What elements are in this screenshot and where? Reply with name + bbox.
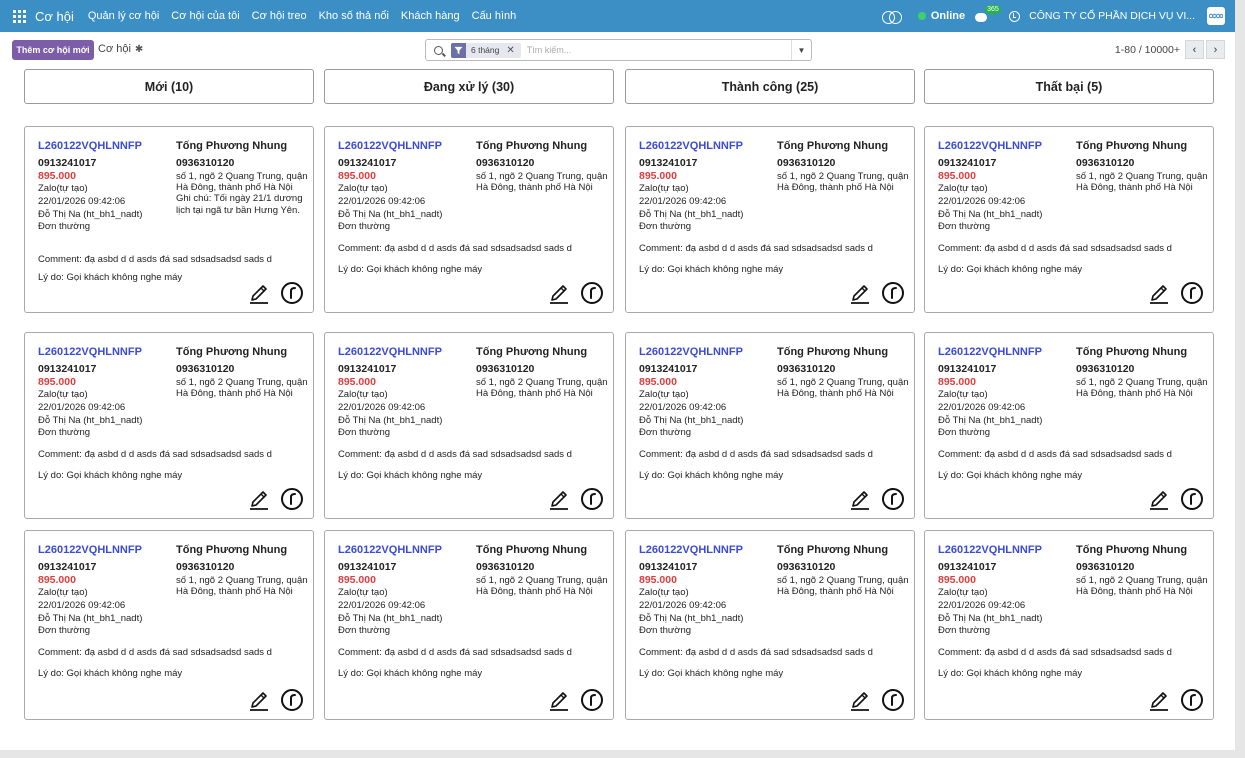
card-comment: Comment: đạ asbd d d asds đá sad sdsadsadsd sads d (639, 243, 873, 254)
amount: 895.000 (639, 574, 677, 586)
assigned-staff: Đỗ Thị Na (ht_bh1_nadt) (338, 208, 443, 220)
created-datetime: 22/01/2026 09:42:06 (639, 599, 727, 611)
amount: 895.000 (938, 574, 976, 586)
card-comment: Comment: đạ asbd d d asds đá sad sdsadsadsd sads d (338, 449, 572, 460)
card-left-info (639, 346, 771, 440)
assigned-staff: Đỗ Thị Na (ht_bh1_nadt) (639, 414, 744, 426)
search-options-toggle[interactable] (791, 40, 811, 60)
company-switcher[interactable]: CÔNG TY CỔ PHẦN DỊCH VỤ VI... (1029, 10, 1195, 22)
opportunity-card[interactable] (324, 126, 614, 313)
customer-phone: 0936310120 (176, 157, 235, 169)
history-icon[interactable] (1180, 688, 1204, 712)
card-right-info (176, 544, 311, 597)
amount: 895.000 (639, 376, 677, 388)
column-header[interactable]: Thất bại (5) (924, 69, 1214, 104)
apps-menu-icon[interactable] (13, 10, 26, 23)
order-type: Đơn thường (38, 427, 91, 439)
opportunity-code[interactable]: L260122VQHLNNFP (338, 544, 442, 556)
pencil-icon[interactable] (1148, 283, 1170, 305)
opportunity-code[interactable]: L260122VQHLNNFP (639, 544, 743, 556)
primary-phone: 0913241017 (938, 363, 997, 375)
pencil-icon[interactable] (248, 690, 270, 712)
customer-address: số 1, ngõ 2 Quang Trung, quận Hà Đông, thành phố Hà Nội (777, 377, 909, 399)
primary-phone: 0913241017 (938, 157, 997, 169)
customer-name: Tống Phương Nhung (476, 140, 588, 152)
customer-name: Tống Phương Nhung (1076, 544, 1188, 556)
customer-name: Tống Phương Nhung (777, 544, 889, 556)
assigned-staff: Đỗ Thị Na (ht_bh1_nadt) (38, 208, 143, 220)
customer-phone: 0936310120 (176, 363, 235, 375)
opportunity-code[interactable]: L260122VQHLNNFP (639, 346, 743, 358)
opportunity-card[interactable] (924, 530, 1214, 720)
history-icon[interactable] (580, 281, 604, 305)
switch-company-icon[interactable] (882, 11, 900, 22)
primary-phone: 0913241017 (338, 561, 397, 573)
assigned-staff: Đỗ Thị Na (ht_bh1_nadt) (938, 612, 1043, 624)
card-comment: Comment: đạ asbd d d asds đá sad sdsadsadsd sads d (938, 647, 1172, 658)
chat-icon[interactable] (975, 5, 999, 22)
search-bar (425, 39, 812, 61)
card-left-info (639, 544, 771, 638)
primary-phone: 0913241017 (38, 363, 97, 375)
pencil-icon[interactable] (849, 690, 871, 712)
source: Zalo(tự tạo) (639, 587, 689, 598)
source: Zalo(tự tạo) (38, 183, 88, 194)
gear-icon[interactable]: ✱ (134, 43, 144, 55)
opportunity-card[interactable] (625, 530, 915, 720)
history-icon[interactable] (280, 487, 304, 511)
order-type: Đơn thường (639, 427, 692, 439)
card-left-info (38, 346, 170, 440)
created-datetime: 22/01/2026 09:42:06 (338, 599, 426, 611)
pencil-icon[interactable] (849, 489, 871, 511)
opportunity-code[interactable]: L260122VQHLNNFP (38, 346, 142, 358)
source: Zalo(tự tạo) (639, 183, 689, 194)
created-datetime: 22/01/2026 09:42:06 (38, 195, 126, 207)
order-type: Đơn thường (338, 625, 391, 637)
amount: 895.000 (38, 574, 76, 586)
card-left-info (938, 544, 1070, 638)
amount: 895.000 (38, 170, 76, 182)
main-menu (88, 10, 528, 22)
opportunity-code[interactable]: L260122VQHLNNFP (639, 140, 743, 152)
order-type: Đơn thường (639, 625, 692, 637)
customer-address: số 1, ngõ 2 Quang Trung, quận Hà Đông, thành phố Hà Nội (476, 377, 608, 399)
opportunity-code[interactable]: L260122VQHLNNFP (38, 140, 142, 152)
assigned-staff: Đỗ Thị Na (ht_bh1_nadt) (639, 208, 744, 220)
primary-phone: 0913241017 (338, 157, 397, 169)
order-type: Đơn thường (338, 221, 391, 233)
menu-item-cau-hinh[interactable]: Cấu hình (471, 10, 517, 22)
card-comment: Comment: đạ asbd d d asds đá sad sdsadsadsd sads d (338, 647, 572, 658)
customer-address: số 1, ngõ 2 Quang Trung, quận Hà Đông, thành phố Hà Nội (1076, 171, 1208, 193)
customer-address: số 1, ngõ 2 Quang Trung, quận Hà Đông, thành phố Hà Nội (176, 575, 308, 597)
customer-address: số 1, ngõ 2 Quang Trung, quận Hà Đông, thành phố Hà Nội (1076, 575, 1208, 597)
history-icon[interactable] (1180, 281, 1204, 305)
card-reason: Lý do: Gọi khách không nghe máy (338, 668, 483, 679)
search-input[interactable] (527, 45, 777, 55)
customer-phone: 0936310120 (1076, 157, 1135, 169)
customer-name: Tống Phương Nhung (176, 140, 288, 152)
customer-phone: 0936310120 (777, 363, 836, 375)
opportunity-card[interactable] (24, 332, 314, 519)
opportunity-card[interactable] (324, 530, 614, 720)
customer-address: số 1, ngõ 2 Quang Trung, quận Hà Đông, thành phố Hà Nội (476, 575, 608, 597)
user-avatar[interactable] (1207, 7, 1225, 25)
customer-phone: 0936310120 (1076, 561, 1135, 573)
chevron-right-icon: › (1213, 43, 1218, 56)
kanban-column (324, 69, 614, 679)
customer-phone: 0936310120 (1076, 363, 1135, 375)
order-type: Đơn thường (639, 221, 692, 233)
card-left-info (338, 544, 470, 638)
opportunity-card[interactable] (324, 332, 614, 519)
filter-icon (451, 43, 466, 58)
card-left-info (639, 140, 771, 234)
opportunity-code[interactable]: L260122VQHLNNFP (338, 140, 442, 152)
assigned-staff: Đỗ Thị Na (ht_bh1_nadt) (338, 414, 443, 426)
column-header[interactable]: Thành công (25) (625, 69, 915, 104)
card-reason: Lý do: Gọi khách không nghe máy (338, 264, 483, 275)
created-datetime: 22/01/2026 09:42:06 (38, 599, 126, 611)
card-left-info (938, 140, 1070, 234)
menu-item-kho-so-tha-noi[interactable]: Kho số thả nổi (318, 10, 389, 22)
card-reason: Lý do: Gọi khách không nghe máy (38, 668, 183, 679)
created-datetime: 22/01/2026 09:42:06 (639, 401, 727, 413)
online-status-icon (918, 12, 926, 20)
pencil-icon[interactable] (248, 283, 270, 305)
column-header[interactable]: Đang xử lý (30) (324, 69, 614, 104)
primary-phone: 0913241017 (639, 561, 698, 573)
card-reason: Lý do: Gọi khách không nghe máy (639, 668, 784, 679)
card-reason: Lý do: Gọi khách không nghe máy (38, 272, 183, 283)
customer-name: Tống Phương Nhung (777, 346, 889, 358)
customer-address: số 1, ngõ 2 Quang Trung, quận Hà Đông, thành phố Hà Nội (476, 171, 608, 193)
card-comment: Comment: đạ asbd d d asds đá sad sdsadsadsd sads d (639, 449, 873, 460)
customer-phone: 0936310120 (176, 561, 235, 573)
customer-address: số 1, ngõ 2 Quang Trung, quận Hà Đông, thành phố Hà Nội (176, 377, 308, 399)
card-right-info (777, 140, 912, 193)
card-reason: Lý do: Gọi khách không nghe máy (639, 264, 784, 275)
pencil-icon[interactable] (548, 489, 570, 511)
activity-clock-icon[interactable] (1009, 11, 1020, 22)
facet-close-icon[interactable]: ✕ (506, 44, 515, 56)
order-type: Đơn thường (938, 427, 991, 439)
customer-phone: 0936310120 (476, 157, 535, 169)
created-datetime: 22/01/2026 09:42:06 (38, 401, 126, 413)
opportunity-card[interactable] (24, 530, 314, 720)
customer-note: Ghi chú: Tối ngày 21/1 dương lịch tại ngã tư bần Hưng Yên. (176, 193, 303, 216)
customer-phone: 0936310120 (777, 157, 836, 169)
pencil-icon[interactable] (548, 690, 570, 712)
opportunity-code[interactable]: L260122VQHLNNFP (938, 346, 1042, 358)
pencil-icon[interactable] (548, 283, 570, 305)
kanban-column (924, 69, 1214, 679)
assigned-staff: Đỗ Thị Na (ht_bh1_nadt) (338, 612, 443, 624)
amount: 895.000 (938, 170, 976, 182)
card-right-info (176, 140, 311, 216)
facet-value: 6 tháng (471, 45, 500, 55)
history-icon[interactable] (881, 281, 905, 305)
opportunity-code[interactable]: L260122VQHLNNFP (938, 140, 1042, 152)
customer-name: Tống Phương Nhung (176, 544, 288, 556)
navbar-systray (882, 0, 1235, 32)
primary-phone: 0913241017 (338, 363, 397, 375)
opportunity-card[interactable] (625, 126, 915, 313)
card-right-info (176, 346, 311, 399)
card-right-info (1076, 140, 1211, 193)
card-comment: Comment: đạ asbd d d asds đá sad sdsadsadsd sads d (938, 449, 1172, 460)
source: Zalo(tự tạo) (639, 389, 689, 400)
top-navbar (0, 0, 1235, 32)
amount: 895.000 (38, 376, 76, 388)
customer-address: số 1, ngõ 2 Quang Trung, quận Hà Đông, thành phố Hà Nội (777, 575, 909, 597)
opportunity-code[interactable]: L260122VQHLNNFP (938, 544, 1042, 556)
primary-phone: 0913241017 (38, 561, 97, 573)
card-reason: Lý do: Gọi khách không nghe máy (338, 470, 483, 481)
order-type: Đơn thường (938, 221, 991, 233)
source: Zalo(tự tạo) (938, 587, 988, 598)
card-comment: Comment: đạ asbd d d asds đá sad sdsadsadsd sads d (639, 647, 873, 658)
history-icon[interactable] (580, 688, 604, 712)
primary-phone: 0913241017 (38, 157, 97, 169)
new-opportunity-button[interactable]: Thêm cơ hội mới (12, 40, 94, 60)
created-datetime: 22/01/2026 09:42:06 (938, 401, 1026, 413)
menu-item-co-hoi-treo[interactable]: Cơ hội treo (251, 10, 307, 22)
order-type: Đơn thường (338, 427, 391, 439)
pager-value[interactable]: 1-80 / 10000+ (1114, 43, 1180, 56)
caret-down-icon: ▼ (797, 45, 806, 55)
opportunity-code[interactable]: L260122VQHLNNFP (338, 346, 442, 358)
opportunity-card[interactable] (24, 126, 314, 313)
customer-phone: 0936310120 (777, 561, 836, 573)
customer-name: Tống Phương Nhung (1076, 346, 1188, 358)
kanban-column (625, 69, 915, 679)
app-brand[interactable]: Cơ hội (35, 8, 74, 24)
history-icon[interactable] (1180, 487, 1204, 511)
history-icon[interactable] (881, 487, 905, 511)
customer-address: số 1, ngõ 2 Quang Trung, quận Hà Đông, thành phố Hà Nội (1076, 377, 1208, 399)
pager-previous-button[interactable] (1185, 40, 1204, 59)
card-comment: Comment: đạ asbd d d asds đá sad sdsadsadsd sads d (938, 243, 1172, 254)
card-right-info (476, 346, 611, 399)
card-reason: Lý do: Gọi khách không nghe máy (38, 470, 183, 481)
pencil-icon[interactable] (849, 283, 871, 305)
pencil-icon[interactable] (1148, 690, 1170, 712)
card-comment: Comment: đạ asbd d d asds đá sad sdsadsadsd sads d (38, 449, 272, 460)
odoo-logo-icon (1209, 13, 1223, 19)
card-comment: Comment: đạ asbd d d asds đá sad sdsadsadsd sads d (38, 254, 272, 265)
card-left-info (338, 346, 470, 440)
online-status-label[interactable]: Online (930, 10, 966, 22)
source: Zalo(tự tạo) (38, 389, 88, 400)
order-type: Đơn thường (38, 625, 91, 637)
card-right-info (476, 140, 611, 193)
card-right-info (777, 544, 912, 597)
menu-item-khach-hang[interactable]: Khách hàng (400, 10, 460, 22)
assigned-staff: Đỗ Thị Na (ht_bh1_nadt) (938, 414, 1043, 426)
customer-phone: 0936310120 (476, 363, 535, 375)
customer-address: số 1, ngõ 2 Quang Trung, quận Hà Đông, thành phố Hà Nội (176, 171, 308, 193)
card-left-info (938, 346, 1070, 440)
menu-item-co-hoi-cua-toi[interactable]: Cơ hội của tôi (171, 10, 240, 22)
card-comment: Comment: đạ asbd d d asds đá sad sdsadsadsd sads d (38, 647, 272, 658)
card-right-info (1076, 544, 1211, 597)
customer-name: Tống Phương Nhung (176, 346, 288, 358)
created-datetime: 22/01/2026 09:42:06 (938, 599, 1026, 611)
card-reason: Lý do: Gọi khách không nghe máy (938, 470, 1083, 481)
amount: 895.000 (938, 376, 976, 388)
column-header[interactable]: Mới (10) (24, 69, 314, 104)
primary-phone: 0913241017 (938, 561, 997, 573)
card-reason: Lý do: Gọi khách không nghe máy (938, 668, 1083, 679)
source: Zalo(tự tạo) (338, 587, 388, 598)
menu-item-quan-ly-co-hoi[interactable]: Quản lý cơ hội (87, 10, 160, 22)
order-type: Đơn thường (938, 625, 991, 637)
search-facet (451, 43, 521, 58)
customer-phone: 0936310120 (476, 561, 535, 573)
card-reason: Lý do: Gọi khách không nghe máy (639, 470, 784, 481)
history-icon[interactable] (280, 688, 304, 712)
created-datetime: 22/01/2026 09:42:06 (639, 195, 727, 207)
pager (1115, 40, 1225, 59)
customer-name: Tống Phương Nhung (777, 140, 889, 152)
history-icon[interactable] (881, 688, 905, 712)
amount: 895.000 (338, 170, 376, 182)
primary-phone: 0913241017 (639, 363, 698, 375)
primary-phone: 0913241017 (639, 157, 698, 169)
opportunity-code[interactable]: L260122VQHLNNFP (38, 544, 142, 556)
card-left-info (38, 544, 170, 638)
source: Zalo(tự tạo) (938, 183, 988, 194)
amount: 895.000 (338, 376, 376, 388)
card-left-info (338, 140, 470, 234)
search-icon[interactable] (434, 46, 443, 55)
customer-name: Tống Phương Nhung (476, 544, 588, 556)
created-datetime: 22/01/2026 09:42:06 (338, 401, 426, 413)
history-icon[interactable] (580, 487, 604, 511)
card-right-info (476, 544, 611, 597)
card-comment: Comment: đạ asbd d d asds đá sad sdsadsadsd sads d (338, 243, 572, 254)
created-datetime: 22/01/2026 09:42:06 (938, 195, 1026, 207)
customer-name: Tống Phương Nhung (476, 346, 588, 358)
history-icon[interactable] (280, 281, 304, 305)
source: Zalo(tự tạo) (338, 183, 388, 194)
card-right-info (1076, 346, 1211, 399)
opportunity-card[interactable] (924, 332, 1214, 519)
created-datetime: 22/01/2026 09:42:06 (338, 195, 426, 207)
source: Zalo(tự tạo) (38, 587, 88, 598)
assigned-staff: Đỗ Thị Na (ht_bh1_nadt) (38, 612, 143, 624)
assigned-staff: Đỗ Thị Na (ht_bh1_nadt) (938, 208, 1043, 220)
breadcrumb-current: Cơ hội (98, 43, 131, 55)
source: Zalo(tự tạo) (938, 389, 988, 400)
kanban-column (24, 69, 314, 679)
amount: 895.000 (639, 170, 677, 182)
customer-address: số 1, ngõ 2 Quang Trung, quận Hà Đông, thành phố Hà Nội (777, 171, 909, 193)
assigned-staff: Đỗ Thị Na (ht_bh1_nadt) (639, 612, 744, 624)
opportunity-card[interactable] (924, 126, 1214, 313)
source: Zalo(tự tạo) (338, 389, 388, 400)
card-left-info (38, 140, 170, 234)
card-reason: Lý do: Gọi khách không nghe máy (938, 264, 1083, 275)
amount: 895.000 (338, 574, 376, 586)
card-right-info (777, 346, 912, 399)
chat-count-badge: 365 (987, 5, 999, 13)
order-type: Đơn thường (38, 221, 91, 233)
assigned-staff: Đỗ Thị Na (ht_bh1_nadt) (38, 414, 143, 426)
opportunity-card[interactable] (625, 332, 915, 519)
pencil-icon[interactable] (1148, 489, 1170, 511)
breadcrumb (98, 43, 143, 55)
pencil-icon[interactable] (248, 489, 270, 511)
customer-name: Tống Phương Nhung (1076, 140, 1188, 152)
chevron-left-icon: ‹ (1192, 43, 1197, 56)
pager-next-button[interactable] (1206, 40, 1225, 59)
